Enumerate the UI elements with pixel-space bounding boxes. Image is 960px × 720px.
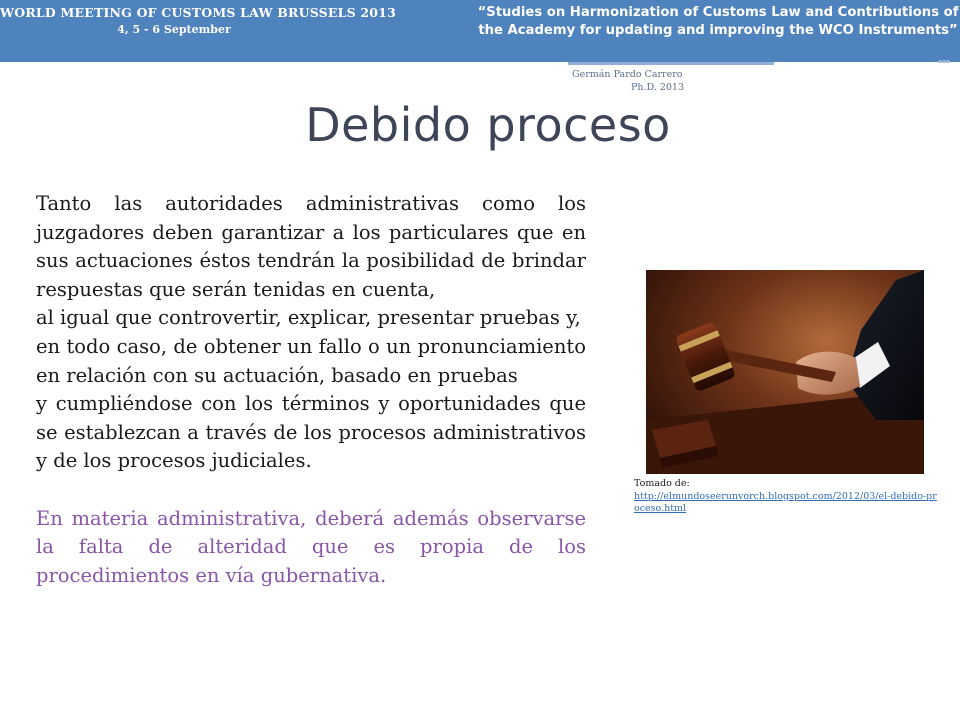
paragraph-spacer (36, 476, 586, 505)
author-name: Germán Pardo Carrero (572, 69, 683, 80)
author-degree: Ph.D. 2013 (630, 82, 684, 93)
event-title: WORLD MEETING OF CUSTOMS LAW BRUSSELS 2013 (0, 5, 396, 20)
event-theme (476, 4, 960, 39)
event-info (0, 5, 396, 36)
body-paragraph: al igual que controvertir, explicar, presentar pruebas y, (36, 306, 581, 330)
body-paragraph: Tanto las autoridades administrativas como los juzgadores deben garantizar a los particulares que en sus actuaciones éstos tendrán la posibilidad de brindar respuestas que serán tenidas en cuenta, (36, 192, 586, 301)
divider-line (568, 62, 774, 65)
gavel-image (646, 270, 924, 474)
caption-label: Tomado de: (634, 478, 690, 489)
slide-title: Debido proceso (305, 98, 671, 152)
event-dates: 4, 5 - 6 September (117, 23, 231, 36)
corner-mark-icon: ▪▪▪ (938, 58, 951, 65)
source-link[interactable]: http://elmundoseerunvorch.blogspot.com/2012/03/el-debido-proceso.html (634, 490, 937, 514)
header-banner (0, 0, 960, 65)
body-paragraph: en todo caso, de obtener un fallo o un pronunciamiento en relación con su actuación, basado en pruebas (36, 334, 586, 387)
highlight-paragraph: En materia administrativa, deberá además observarse la falta de alteridad que es propia de los procedimientos en vía gubernativa. (36, 506, 586, 587)
image-caption (634, 478, 938, 516)
event-theme-line: “Studies on Harmonization of Customs Law and Contributions of (477, 5, 959, 20)
slide-body (36, 190, 586, 590)
event-theme-line: the Academy for updating and improving the WCO Instruments” (478, 22, 958, 38)
author-credit (560, 68, 684, 94)
body-paragraph: y cumpliéndose con los términos y oportunidades que se establezcan a través de los procesos administrativos y de los procesos judiciales. (36, 392, 586, 473)
